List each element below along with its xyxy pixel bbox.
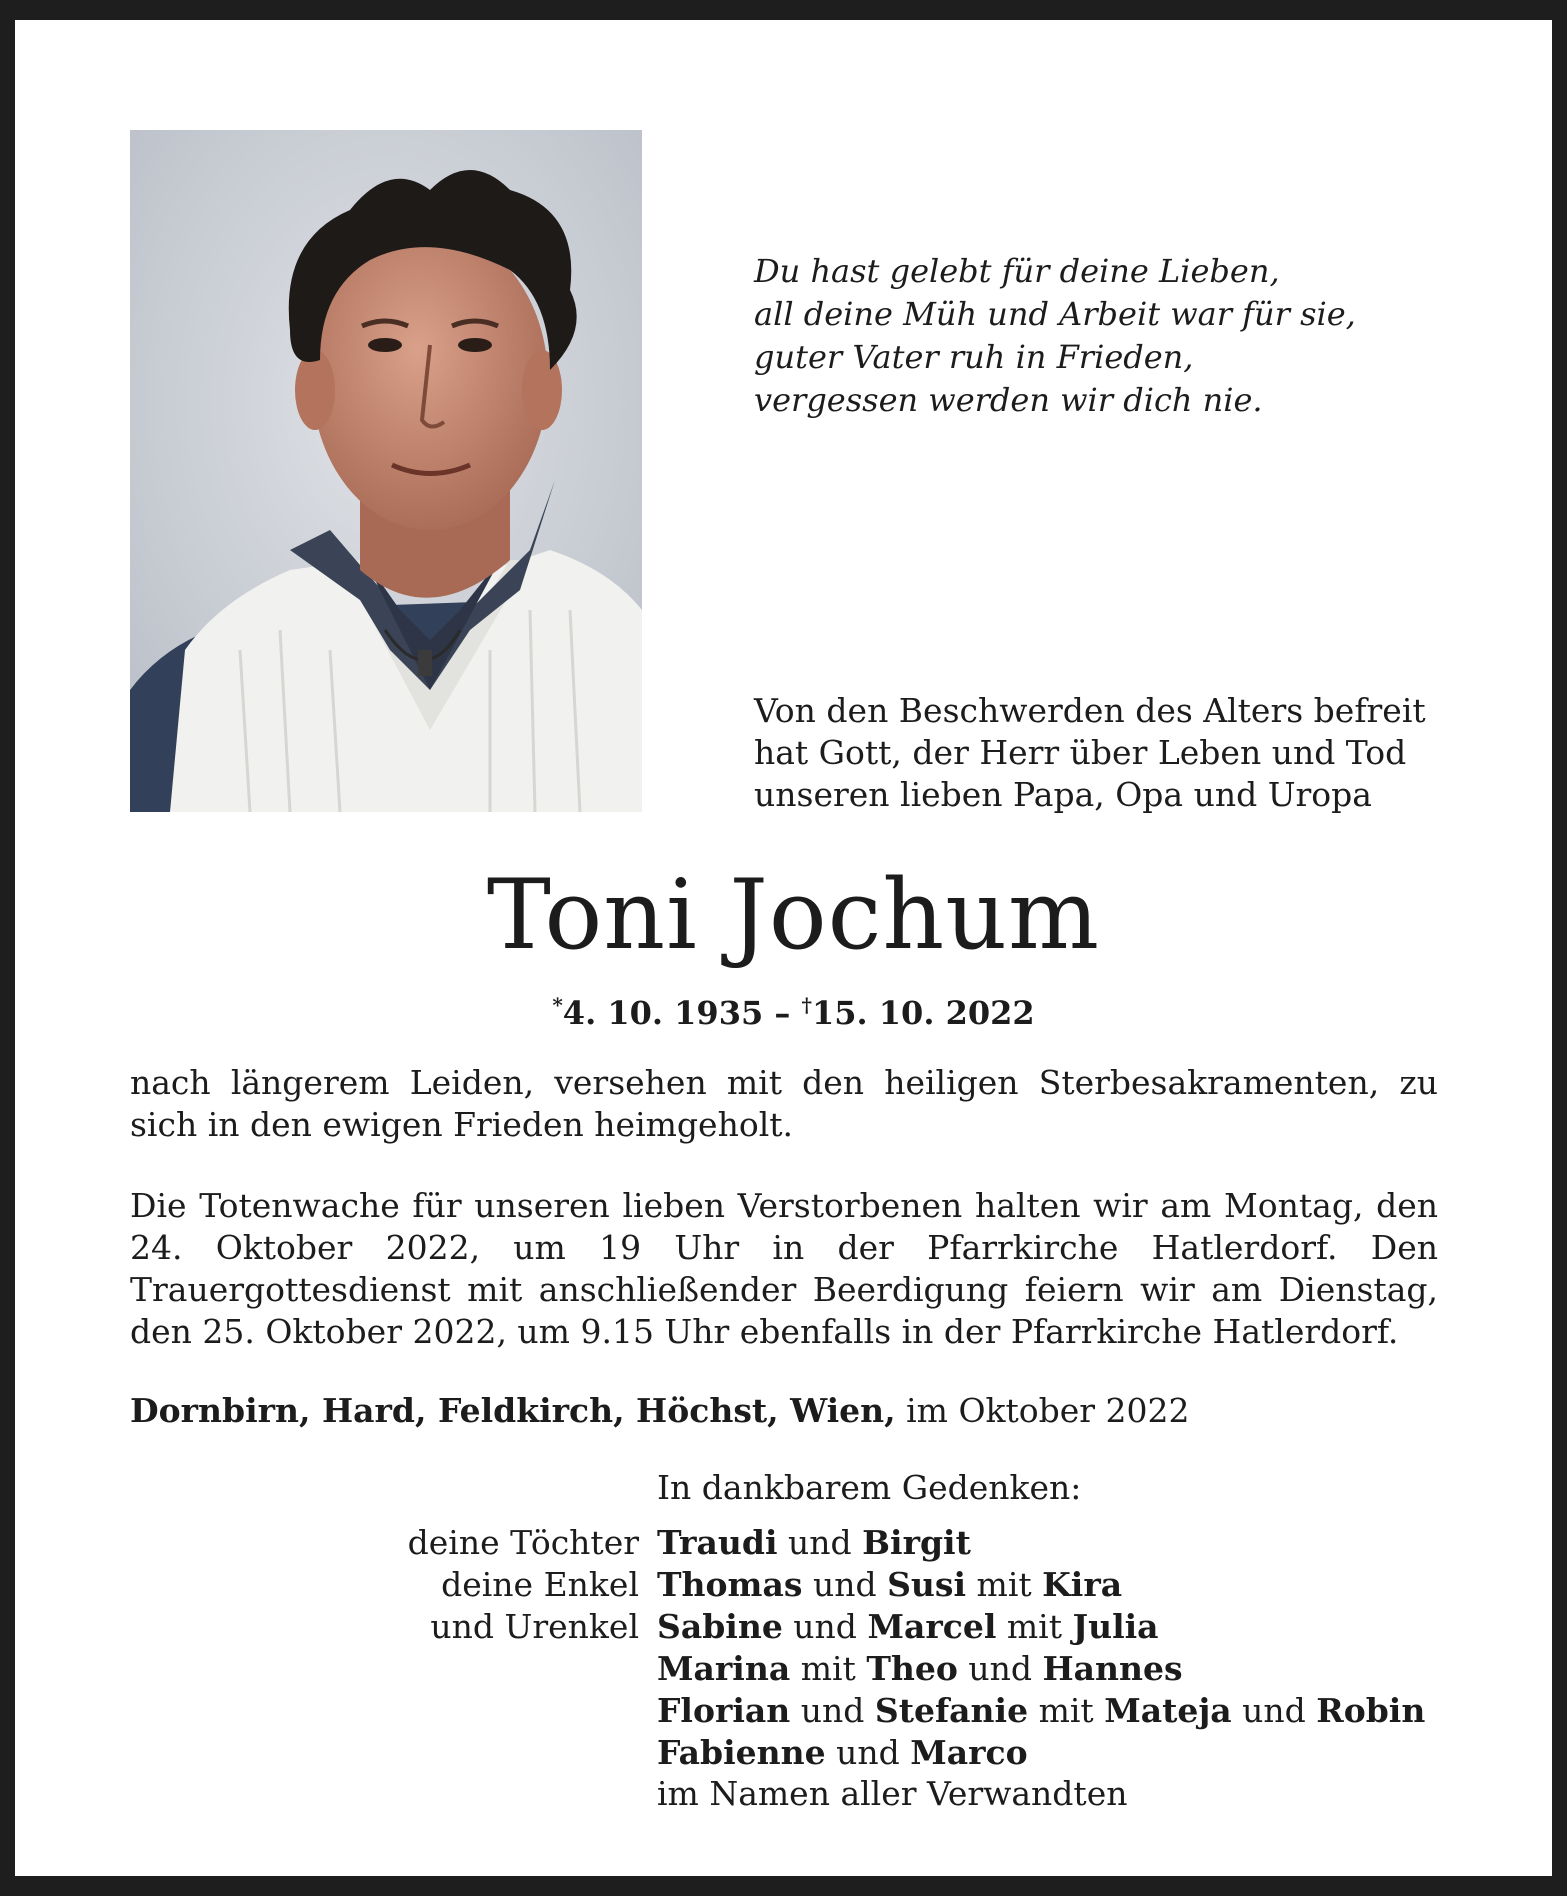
deceased-name: Toni Jochum [486, 859, 1101, 971]
family-member-name: Julia [1072, 1607, 1159, 1646]
closing-line: im Namen aller Verwandten [657, 1774, 1128, 1813]
family-member-name: Hannes [1042, 1649, 1183, 1688]
family-member-name: Mateja [1104, 1691, 1232, 1730]
family-member-name: Theo [866, 1649, 958, 1688]
family-relation: deine Töchter [407, 1523, 639, 1562]
name-connector: mit [966, 1565, 1043, 1604]
date-separator: – [763, 994, 802, 1032]
family-row [0, 1648, 1567, 1690]
poem-line: all deine Müh und Arbeit war für sie, [754, 295, 1356, 333]
family-member-name: Traudi [657, 1523, 778, 1562]
family-relation: und Urenkel [430, 1607, 639, 1646]
family-member-name: Thomas [657, 1565, 803, 1604]
funeral-details-paragraph: Die Totenwache für unseren lieben Verstorbenen halten wir am Montag, den 24. Oktober 2022, um 19 Uhr in der Pfarrkirche Hatlerdorf. Den Trauergottesdienst mit anschließender Beerdigung feiern wir am Dienstag, den 25. Oktober 2022, um 9.15 Uhr ebenfalls in der Pfarrkirche Hatlerdorf. [130, 1186, 1438, 1351]
family-names [657, 1606, 1159, 1648]
name-connector: und [777, 1523, 863, 1562]
name-connector: mit [996, 1607, 1073, 1646]
name-connector: und [957, 1649, 1043, 1688]
family-member-name: Stefanie [874, 1691, 1029, 1730]
family-names [657, 1732, 1028, 1774]
life-dates [0, 985, 1567, 1033]
family-names [657, 1690, 1425, 1732]
family-row [0, 1564, 1567, 1606]
name-connector: und [790, 1691, 875, 1730]
notice-paragraph: nach längerem Leiden, versehen mit den heiligen Sterbesakramenten, zu sich in den ewigen Frieden heimgeholt. [130, 1063, 1438, 1144]
family-row [0, 1606, 1567, 1648]
death-symbol: † [801, 993, 812, 1017]
name-connector: und [802, 1565, 888, 1604]
death-date: 15. 10. 2022 [811, 994, 1035, 1032]
portrait-illustration [130, 130, 642, 812]
family-member-name: Kira [1042, 1565, 1123, 1604]
poem-line: vergessen werden wir dich nie. [754, 381, 1263, 419]
family-member-name: Florian [657, 1691, 791, 1730]
family-names [657, 1564, 1122, 1606]
family-member-name: Marco [910, 1733, 1028, 1772]
family-member-name: Birgit [862, 1523, 971, 1562]
family-row [0, 1522, 1567, 1564]
family-names [657, 1522, 971, 1564]
family-relation: deine Enkel [441, 1565, 639, 1604]
place-and-date [130, 1390, 1438, 1432]
intro-line: Von den Beschwerden des Alters befreit [754, 691, 1426, 730]
intro-text [754, 690, 1454, 816]
month-date: im Oktober 2022 [895, 1391, 1190, 1430]
family-member-name: Fabienne [657, 1733, 826, 1772]
family-member-name: Robin [1316, 1691, 1426, 1730]
family-member-name: Marcel [867, 1607, 997, 1646]
intro-line: hat Gott, der Herr über Leben und Tod [754, 733, 1407, 772]
name-connector: und [825, 1733, 911, 1772]
poem-line: Du hast gelebt für deine Lieben, [754, 252, 1280, 290]
portrait-photo [130, 130, 642, 812]
poem-line: guter Vater ruh in Frieden, [754, 338, 1194, 376]
family-member-name: Sabine [657, 1607, 783, 1646]
birth-date: 4. 10. 1935 [562, 994, 764, 1032]
birth-symbol: * [552, 993, 563, 1017]
memorial-poem [754, 250, 1394, 422]
name-connector: und [1231, 1691, 1317, 1730]
intro-line: unseren lieben Papa, Opa und Uropa [754, 775, 1372, 814]
thanks-heading: In dankbarem Gedenken: [657, 1468, 1082, 1507]
name-connector: mit [1028, 1691, 1105, 1730]
family-member-name: Marina [657, 1649, 791, 1688]
name-connector: und [782, 1607, 868, 1646]
family-member-name: Susi [887, 1565, 967, 1604]
family-row [0, 1732, 1567, 1774]
towns: Dornbirn, Hard, Feldkirch, Höchst, Wien, [130, 1391, 896, 1430]
family-row [0, 1690, 1567, 1732]
name-connector: mit [790, 1649, 867, 1688]
family-names [657, 1648, 1183, 1690]
